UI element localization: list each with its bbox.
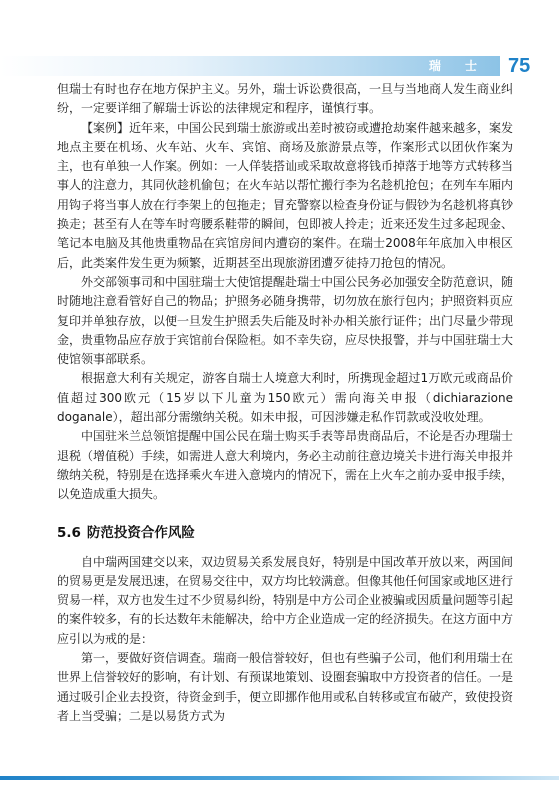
body-paragraph: 但瑞士有时也存在地方保护主义。另外，瑞士诉讼费很高，一旦与当地商人发生商业纠纷，一定要详细了解瑞士诉讼的法律规定和程序，谨慎行事。 bbox=[57, 82, 514, 116]
section-number: 5.6 bbox=[57, 524, 81, 541]
page-body bbox=[57, 80, 513, 726]
section-title: 防范投资合作风险 bbox=[86, 524, 195, 541]
body-paragraph: 根据意大利有关规定，游客自瑞士人境意大利时，所携现金超过1万欧元或商品价值超过300欧元（15岁以下儿童为150欧元）需向海关申报（dichiarazione doganale），超出部分需缴纳关税。如未申报，可因涉嫌走私作罚款或没收处理。 bbox=[57, 371, 513, 425]
footer-bar bbox=[0, 776, 559, 780]
body-paragraph: 外交部领事司和中国驻瑞士大使馆提醒赴瑞士中国公民务必加强安全防范意识，随时随地注意看管好自己的物品；护照务必随身携带，切勿放在旅行包内；护照资料页应复印并单独存放，以便一旦发生护照丢失后能及时补办相关旅行证件；出门尽量少带现金，贵重物品应存放于宾馆前台保险柜。如不幸失窃，应尽快报警，并与中国驻瑞士大使馆领事部联系。 bbox=[57, 274, 514, 367]
chapter-label: 瑞 士 bbox=[428, 59, 487, 73]
body-paragraph: 自中瑞两国建交以来，双边贸易关系发展良好，特别是中国改革开放以来，两国间的贸易更是发展迅速，在贸易交往中，双方均比较满意。但像其他任何国家或地区进行贸易一样，双方也发生过不少贸易纠纷，特别是中方公司企业被骗或因质量问题等引起的案件较多，有的长达数年未能解决，给中方企业造成一定的经济损失。在这方面中方应引以为戒的是： bbox=[57, 554, 514, 646]
body-paragraph: 第一，要做好资信调查。瑞商一般信誉较好，但也有些骗子公司，他们利用瑞士在世界上信誉较好的影响，有计划、有预谋地策划、设圈套骗取中方投资者的信任。一是通过吸引企业去投资，待资金到手，便立即挪作他用或私自转移或宣布破产，致使投资者上当受骗；二是以易货方式为 bbox=[57, 651, 514, 723]
header-gradient-band bbox=[0, 56, 500, 76]
page-number: 75 bbox=[508, 55, 531, 77]
section-heading bbox=[57, 523, 513, 543]
case-paragraph: 【案例】近年来，中国公民到瑞士旅游或出差时被窃或遭抢劫案件越来越多，案发地点主要在机场、火车站、火车、宾馆、商场及旅游景点等，作案形式以团伙作案为主，也有单独一人作案。例如：一人佯装搭讪或采取故意将钱币掉落于地等方式转移当事人的注意力，其同伙趁机偷包；在火车站以帮忙搬行李为名趁机抢包；在列车车厢内用钩子将当事人放在行李架上的包拖走；冒充警察以检查身份证与假钞为名趁机将真钞换走；甚至有人在等车时弯腰系鞋带的瞬间，包即被人拎走；近来还发生过多起现金、笔记本电脑及其他贵重物品在宾馆房间内遭窃的案件。在瑞士2008年年底加入申根区后，此类案件发生更为频繁，近期甚至出现旅游团遭歹徒持刀抢包的情况。 bbox=[57, 120, 514, 270]
footer-band bbox=[0, 770, 559, 786]
body-paragraph: 中国驻米兰总领馆提醒中国公民在瑞士购买手表等昂贵商品后，不论是否办理瑞士退税（增值税）手续，如需进人意大利境内，务必主动前往意边境关卡进行海关申报并缴纳关税，特别是在选择乘火车进入意境内的情况下，需在上火车之前办妥申报手续，以免造成重大损失。 bbox=[57, 429, 514, 502]
